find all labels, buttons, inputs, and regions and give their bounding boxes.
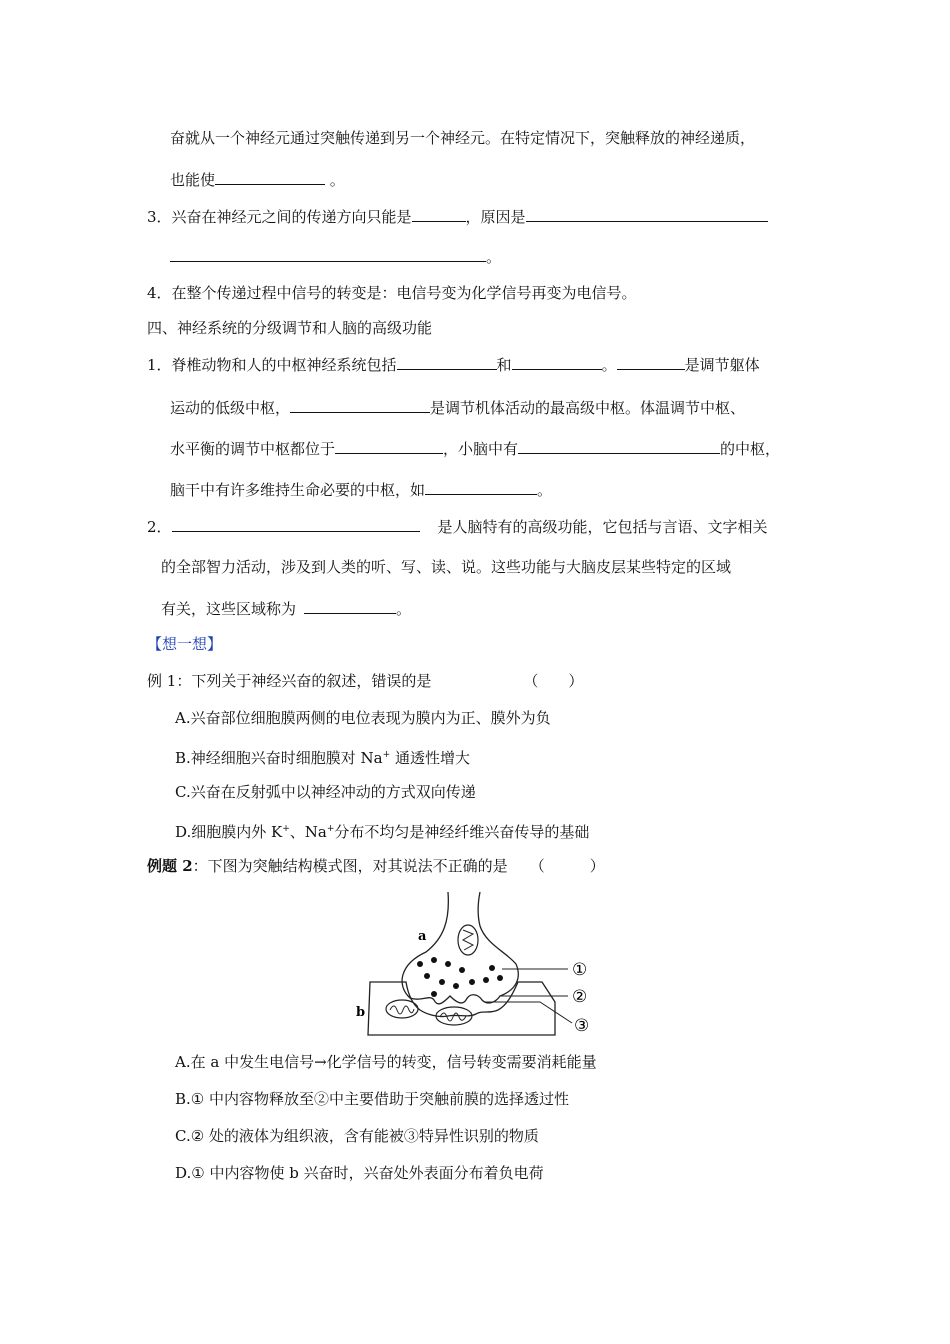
text-line — [147, 516, 768, 537]
text-line — [147, 283, 637, 303]
text-line — [170, 479, 552, 500]
answer-blank[interactable] — [526, 206, 768, 222]
text-line — [147, 354, 760, 375]
line-text: 4．在整个传递过程中信号的转变是：电信号变为化学信号再变为电信号。 — [147, 284, 637, 302]
line-text: 。 — [396, 600, 412, 618]
option-text: B.① 中内容物释放至②中主要借助于突触前膜的选择透过性 — [175, 1090, 570, 1108]
text-line — [170, 438, 780, 459]
presynaptic-terminal — [402, 892, 518, 1004]
example2-option-b[interactable] — [175, 1089, 569, 1109]
line-text: 。 — [486, 248, 502, 266]
superscript: + — [326, 824, 335, 834]
example1-stem — [147, 671, 583, 691]
line-text: 。 — [325, 171, 345, 189]
line-text: 。 — [601, 356, 617, 374]
example1-option-b[interactable] — [175, 745, 470, 768]
label-b: b — [356, 1005, 366, 1020]
line-text: 运动的低级中枢， — [170, 399, 291, 417]
answer-blank[interactable] — [412, 206, 466, 222]
heading-text: 【想一想】 — [147, 635, 223, 653]
mitochondrion-icon — [458, 925, 478, 955]
leader-line-3 — [484, 1002, 572, 1023]
answer-paren[interactable]: （ ） — [523, 672, 584, 690]
example2-option-a[interactable] — [175, 1052, 597, 1072]
example1-option-a[interactable] — [175, 708, 551, 728]
synapse-diagram — [350, 890, 610, 1040]
example-stem-text: ：下图为突触结构模式图，对其说法不正确的是 — [192, 857, 508, 875]
label-a: a — [418, 929, 427, 944]
superscript: + — [282, 824, 290, 834]
line-text: 的中枢， — [720, 440, 781, 458]
text-line — [170, 397, 745, 418]
marker-2: ② — [572, 987, 588, 1007]
option-text: 、Na — [289, 823, 327, 841]
line-text: 奋就从一个神经元通过突触传递到另一个神经元。在特定情况下，突触释放的神经递质， — [170, 129, 756, 147]
line-text: 1．脊椎动物和人的中枢神经系统包括 — [147, 356, 397, 374]
option-text: D.① 中内容物使 b 兴奋时，兴奋处外表面分布着负电荷 — [175, 1164, 544, 1182]
line-text: ，小脑中有 — [443, 440, 519, 458]
answer-blank[interactable] — [290, 397, 430, 413]
option-text: 分布不均匀是神经纤维兴奋传导的基础 — [334, 823, 590, 841]
mitochondrion-icon — [386, 1000, 418, 1018]
answer-blank[interactable] — [512, 354, 602, 370]
answer-blank[interactable] — [397, 354, 497, 370]
text-line — [170, 169, 345, 190]
answer-blank[interactable] — [304, 598, 396, 614]
line-text: 的全部智力活动，涉及到人类的听、写、读、说。这些功能与大脑皮层某些特定的区域 — [161, 558, 732, 576]
example-label: 例 1 — [147, 672, 177, 690]
option-text: C.② 处的液体为组织液，含有能被③特异性识别的物质 — [175, 1127, 539, 1145]
option-text: D.细胞膜内外 K — [175, 823, 283, 841]
answer-blank[interactable] — [170, 246, 486, 262]
line-text: 是调节躯体 — [684, 356, 760, 374]
answer-blank[interactable] — [335, 438, 443, 454]
answer-blank[interactable] — [518, 438, 720, 454]
line-text: 3．兴奋在神经元之间的传递方向只能是 — [147, 208, 412, 226]
line-text: ，原因是 — [465, 208, 526, 226]
superscript: + — [382, 750, 391, 760]
line-text: 四、神经系统的分级调节和人脑的高级功能 — [147, 319, 433, 337]
line-text: 是人脑特有的高级功能，它包括与言语、文字相关 — [437, 518, 768, 536]
option-text: A.在 a 中发生电信号→化学信号的转变，信号转变需要消耗能量 — [175, 1053, 597, 1071]
example1-option-d[interactable] — [175, 819, 589, 842]
text-line — [161, 557, 731, 577]
option-text: C.兴奋在反射弧中以神经冲动的方式双向传递 — [175, 783, 476, 801]
line-text: 有关，这些区域称为 — [161, 600, 297, 618]
example2-stem — [147, 856, 605, 876]
option-text: 通透性增大 — [390, 749, 470, 767]
answer-paren[interactable]: （ ） — [529, 857, 605, 875]
text-line — [161, 598, 411, 619]
example2-option-c[interactable] — [175, 1126, 539, 1146]
answer-blank[interactable] — [215, 169, 325, 185]
line-text: 。 — [537, 481, 553, 499]
answer-blank[interactable] — [617, 354, 685, 370]
text-line — [170, 246, 501, 267]
line-text: 和 — [496, 356, 512, 374]
line-text: 2． — [147, 518, 172, 536]
answer-blank[interactable] — [425, 479, 537, 495]
line-text: 脑干中有许多维持生命必要的中枢，如 — [170, 481, 426, 499]
line-text: 是调节机体活动的最高级中枢。体温调节中枢、 — [430, 399, 746, 417]
example-stem-text: ：下列关于神经兴奋的叙述，错误的是 — [176, 672, 432, 690]
text-line — [147, 206, 768, 227]
think-heading — [147, 634, 222, 654]
example2-option-d[interactable] — [175, 1163, 544, 1183]
example-label: 例题 2 — [147, 857, 193, 875]
text-line — [170, 128, 755, 148]
marker-1: ① — [572, 960, 588, 980]
line-text: 水平衡的调节中枢都位于 — [170, 440, 336, 458]
marker-3: ③ — [574, 1016, 590, 1036]
option-text: B.神经细胞兴奋时细胞膜对 Na — [175, 749, 383, 767]
section-title — [147, 318, 432, 338]
line-text: 也能使 — [170, 171, 216, 189]
synaptic-vesicles — [417, 957, 503, 997]
answer-blank[interactable] — [172, 516, 420, 532]
example1-option-c[interactable] — [175, 782, 476, 802]
option-text: A.兴奋部位细胞膜两侧的电位表现为膜内为正、膜外为负 — [175, 709, 551, 727]
